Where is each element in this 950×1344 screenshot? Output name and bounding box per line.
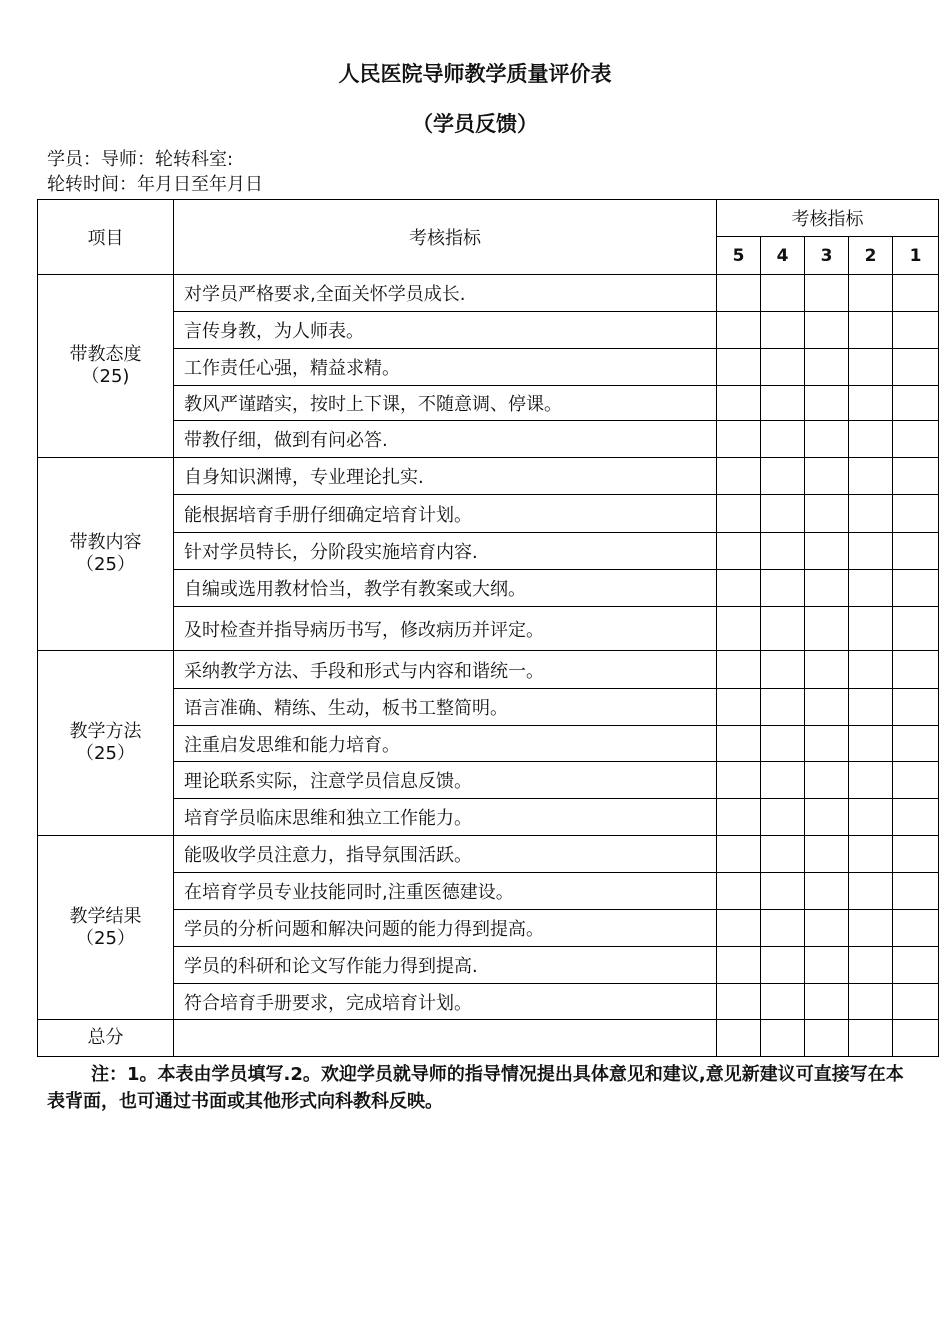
score-cell[interactable] [717,651,761,689]
score-cell[interactable] [893,312,939,349]
score-header-5: 5 [717,237,761,275]
total-score-cell[interactable] [805,1020,849,1057]
score-cell[interactable] [849,799,893,836]
score-cell[interactable] [893,495,939,533]
total-score-cell[interactable] [717,1020,761,1057]
score-header-1: 1 [893,237,939,275]
score-cell[interactable] [805,910,849,947]
category-name: 教学结果 [69,905,142,927]
score-cell[interactable] [893,458,939,495]
score-cell[interactable] [761,726,805,762]
score-cell[interactable] [717,947,761,984]
criteria-text: 采纳教学方法、手段和形式与内容和谐统一。 [174,651,717,689]
criteria-row [38,651,939,689]
score-cell[interactable] [893,533,939,570]
score-cell[interactable] [717,910,761,947]
criteria-text: 教风严谨踏实，按时上下课，不随意调、停课。 [174,386,717,421]
score-cell[interactable] [849,533,893,570]
category-points: （25） [76,927,135,949]
score-cell[interactable] [717,458,761,495]
score-cell[interactable] [893,689,939,726]
category-name: 带教态度 [69,344,142,365]
score-cell[interactable] [761,873,805,910]
score-cell[interactable] [761,607,805,651]
score-header-4: 4 [761,237,805,275]
criteria-row [38,349,939,386]
page-subtitle: （学员反馈） [412,112,538,136]
criteria-row [38,421,939,458]
score-cell[interactable] [849,458,893,495]
score-cell[interactable] [893,607,939,651]
category-points: （25） [76,554,135,575]
score-cell[interactable] [761,275,805,312]
score-cell[interactable] [805,689,849,726]
criteria-text: 能根据培育手册仔细确定培育计划。 [174,495,717,533]
score-cell[interactable] [761,386,805,421]
score-cell[interactable] [805,312,849,349]
score-cell[interactable] [717,873,761,910]
score-cell[interactable] [805,762,849,799]
header-score: 考核指标 [717,200,939,237]
category-cell [38,836,174,1020]
score-cell[interactable] [805,570,849,607]
score-cell[interactable] [849,570,893,607]
score-cell[interactable] [893,651,939,689]
criteria-row [38,689,939,726]
criteria-row [38,873,939,910]
criteria-text: 及时检查并指导病历书写，修改病历并评定。 [174,607,717,651]
score-cell[interactable] [717,762,761,799]
score-cell[interactable] [761,762,805,799]
score-cell[interactable] [849,947,893,984]
score-cell[interactable] [893,910,939,947]
criteria-text: 符合培育手册要求，完成培育计划。 [174,984,717,1020]
criteria-row [38,607,939,651]
score-cell[interactable] [761,458,805,495]
score-cell[interactable] [717,421,761,458]
criteria-row [38,533,939,570]
score-cell[interactable] [849,349,893,386]
criteria-row [38,762,939,799]
score-cell[interactable] [893,726,939,762]
score-cell[interactable] [717,349,761,386]
score-cell[interactable] [893,947,939,984]
category-points: （25) [81,366,130,387]
score-cell[interactable] [893,873,939,910]
score-cell[interactable] [761,799,805,836]
score-cell[interactable] [761,910,805,947]
category-cell [38,458,174,651]
score-cell[interactable] [893,349,939,386]
criteria-row [38,984,939,1020]
score-cell[interactable] [805,947,849,984]
evaluation-table [37,199,939,1057]
score-cell[interactable] [849,762,893,799]
header-row [38,200,939,237]
score-cell[interactable] [893,836,939,873]
score-cell[interactable] [761,689,805,726]
score-cell[interactable] [805,799,849,836]
criteria-text: 工作责任心强，精益求精。 [174,349,717,386]
score-cell[interactable] [761,421,805,458]
total-row [38,1020,939,1057]
score-cell[interactable] [717,386,761,421]
score-cell[interactable] [849,386,893,421]
score-cell[interactable] [761,533,805,570]
total-score-cell[interactable] [849,1020,893,1057]
score-cell[interactable] [893,386,939,421]
total-label: 总分 [38,1020,174,1057]
student-info-line: 学员：导师：轮转科室: [47,149,234,170]
score-cell[interactable] [761,836,805,873]
score-cell[interactable] [805,873,849,910]
score-cell[interactable] [717,726,761,762]
score-cell[interactable] [805,349,849,386]
score-cell[interactable] [893,984,939,1020]
criteria-row [38,910,939,947]
footnote: 注：1。本表由学员填写.2。欢迎学员就导师的指导情况提出具体意见和建议,意见新建议可直接写在本表背面，也可通过书面或其他形式向科教科反映。 [47,1064,904,1112]
criteria-row [38,458,939,495]
score-cell[interactable] [849,689,893,726]
criteria-text: 针对学员特长，分阶段实施培育内容. [174,533,717,570]
score-cell[interactable] [849,651,893,689]
score-cell[interactable] [717,836,761,873]
criteria-text: 在培育学员专业技能同时,注重医德建设。 [174,873,717,910]
criteria-row [38,836,939,873]
criteria-text: 自编或选用教材恰当，教学有教案或大纲。 [174,570,717,607]
header-item: 项目 [38,200,174,275]
score-cell[interactable] [805,726,849,762]
criteria-text: 注重启发思维和能力培育。 [174,726,717,762]
score-cell[interactable] [717,984,761,1020]
score-cell[interactable] [805,651,849,689]
score-cell[interactable] [893,799,939,836]
category-cell [38,651,174,836]
score-cell[interactable] [717,689,761,726]
header-criteria: 考核指标 [174,200,717,275]
criteria-text: 学员的分析问题和解决问题的能力得到提高。 [174,910,717,947]
score-cell[interactable] [805,421,849,458]
score-cell[interactable] [761,349,805,386]
score-cell[interactable] [717,275,761,312]
criteria-text: 言传身教，为人师表。 [174,312,717,349]
category-name: 带教内容 [69,532,142,553]
score-cell[interactable] [717,799,761,836]
score-cell[interactable] [805,836,849,873]
score-cell[interactable] [849,607,893,651]
total-score-cell[interactable] [893,1020,939,1057]
score-cell[interactable] [761,312,805,349]
score-cell[interactable] [761,947,805,984]
score-cell[interactable] [849,312,893,349]
score-cell[interactable] [849,495,893,533]
criteria-row [38,799,939,836]
score-cell[interactable] [717,607,761,651]
score-header-3: 3 [805,237,849,275]
category-name: 教学方法 [69,721,142,742]
criteria-row [38,275,939,312]
score-cell[interactable] [849,421,893,458]
category-cell [38,275,174,458]
total-score-cell[interactable] [761,1020,805,1057]
criteria-text: 培育学员临床思维和独立工作能力。 [174,799,717,836]
criteria-row [38,495,939,533]
criteria-text: 自身知识渊博，专业理论扎实. [174,458,717,495]
total-score-cell[interactable] [174,1020,717,1057]
criteria-row [38,570,939,607]
category-points: （25） [76,743,135,764]
score-cell[interactable] [805,533,849,570]
page-title: 人民医院导师教学质量评价表 [338,62,612,86]
criteria-text: 对学员严格要求,全面关怀学员成长. [174,275,717,312]
criteria-row [38,312,939,349]
score-cell[interactable] [849,726,893,762]
score-cell[interactable] [805,984,849,1020]
score-cell[interactable] [849,275,893,312]
criteria-text: 语言准确、精练、生动，板书工整简明。 [174,689,717,726]
score-cell[interactable] [717,533,761,570]
score-cell[interactable] [805,495,849,533]
score-cell[interactable] [849,836,893,873]
score-cell[interactable] [761,984,805,1020]
score-cell[interactable] [849,984,893,1020]
score-cell[interactable] [717,570,761,607]
criteria-text: 能吸收学员注意力，指导氛围活跃。 [174,836,717,873]
criteria-row [38,947,939,984]
score-cell[interactable] [805,607,849,651]
score-cell[interactable] [849,910,893,947]
score-cell[interactable] [761,651,805,689]
score-cell[interactable] [849,873,893,910]
score-cell[interactable] [805,275,849,312]
criteria-row [38,386,939,421]
score-cell[interactable] [761,495,805,533]
score-cell[interactable] [893,570,939,607]
score-cell[interactable] [893,762,939,799]
score-cell[interactable] [717,495,761,533]
score-cell[interactable] [805,386,849,421]
criteria-row [38,726,939,762]
score-cell[interactable] [805,458,849,495]
criteria-text: 学员的科研和论文写作能力得到提高. [174,947,717,984]
criteria-text: 带教仔细，做到有问必答. [174,421,717,458]
score-cell[interactable] [761,570,805,607]
score-cell[interactable] [893,275,939,312]
criteria-text: 理论联系实际，注意学员信息反馈。 [174,762,717,799]
score-cell[interactable] [893,421,939,458]
score-header-2: 2 [849,237,893,275]
score-cell[interactable] [717,312,761,349]
rotation-time-line: 轮转时间：年月日至年月日 [47,174,263,195]
